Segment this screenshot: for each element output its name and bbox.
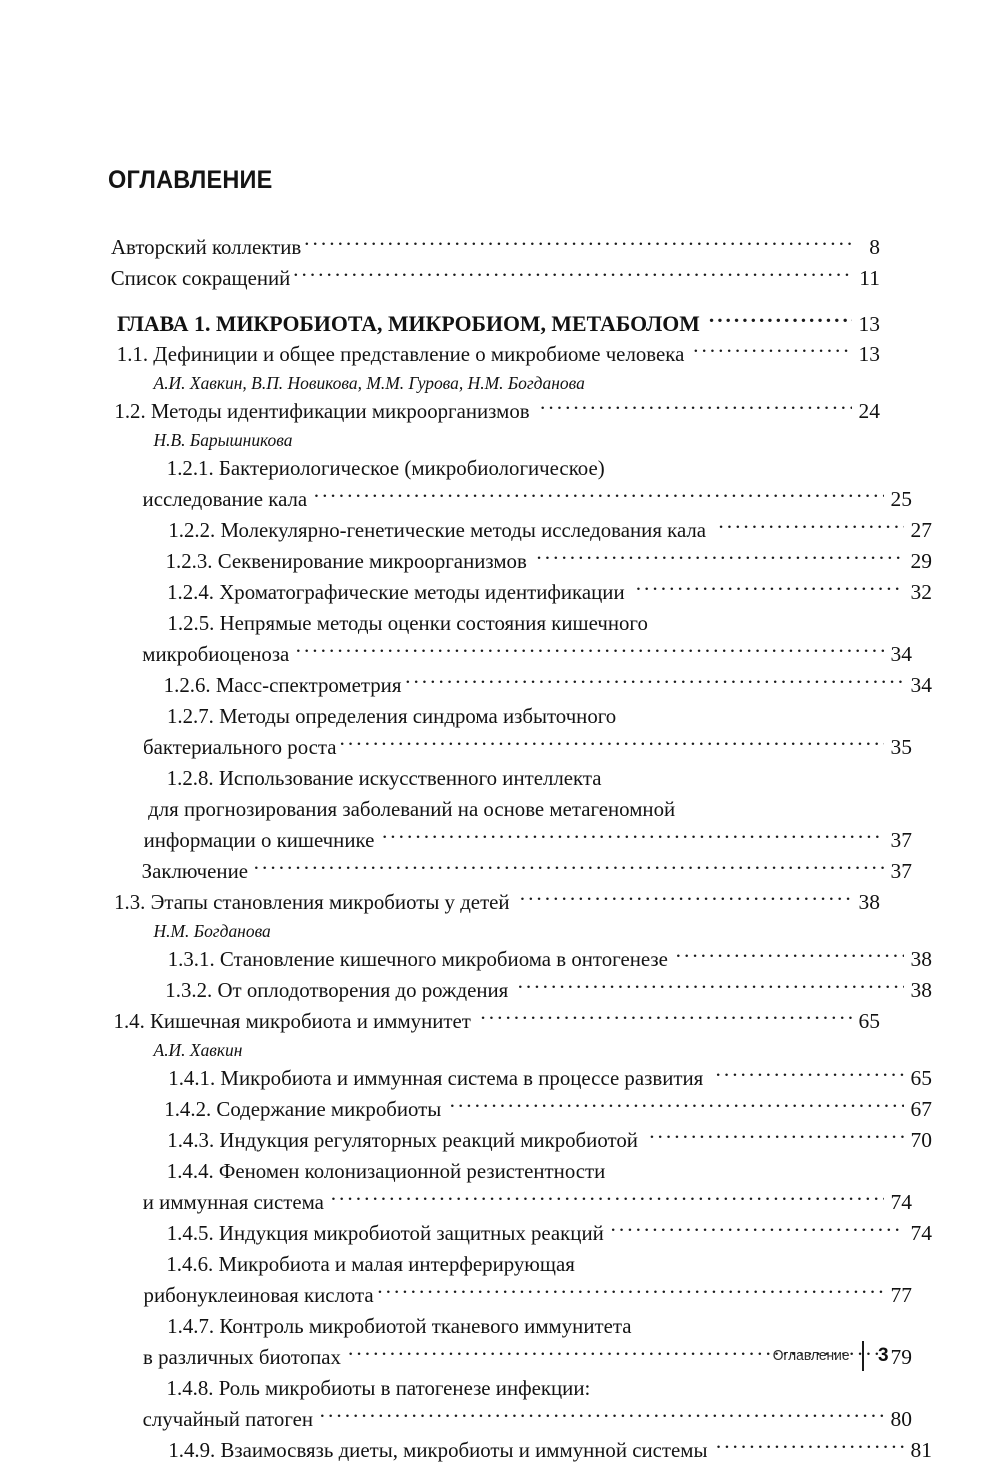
toc-entry-page-number: 8 — [869, 235, 880, 259]
toc-entry-label: 1.4.1. Микробиота и иммунная система в процессе развития — [168, 1066, 704, 1090]
toc-dot-leader — [536, 547, 904, 569]
toc-entry-row[interactable] — [108, 856, 912, 887]
toc-authors-line: А.И. Хавкин — [153, 1040, 243, 1060]
toc-dot-leader — [296, 640, 884, 662]
toc-dot-leader — [649, 1126, 904, 1148]
toc-entry-page-number: 27 — [910, 518, 932, 542]
toc-entry-label: 1.2.5. Непрямые методы оценки состояния кишечного — [167, 611, 648, 635]
toc-entry-page-number: 38 — [858, 890, 880, 914]
toc-entry-page-number: 67 — [910, 1097, 932, 1121]
toc-entry-label: Заключение — [141, 859, 249, 883]
toc-entry-row[interactable] — [108, 1373, 932, 1404]
toc-entry-row[interactable] — [108, 546, 932, 577]
toc-entry-label: бактериального роста — [142, 735, 337, 759]
toc-dot-leader — [601, 1374, 904, 1396]
toc-entry-page-number: 37 — [890, 828, 912, 852]
toc-entry-label: 1.2.2. Молекулярно-генетические методы исследования кала — [168, 518, 707, 542]
toc-entry-row[interactable] — [108, 515, 932, 546]
toc-entry-page-number: 29 — [910, 549, 932, 573]
toc-entry-row[interactable] — [108, 1063, 932, 1094]
toc-entry-row[interactable] — [108, 1404, 912, 1435]
toc-entry-label: 1.4.3. Индукция регуляторных реакций микробиотой — [167, 1128, 638, 1152]
toc-entry-row[interactable] — [108, 263, 880, 294]
toc-dot-leader — [611, 1219, 904, 1241]
toc-dot-leader — [304, 233, 852, 255]
toc-entry-row[interactable] — [108, 763, 932, 794]
toc-entry-row[interactable] — [108, 1249, 932, 1280]
toc-entry-page-number: 11 — [859, 266, 880, 290]
toc-entry-page-number: 81 — [910, 1438, 932, 1462]
toc-entry-row[interactable] — [108, 1280, 912, 1311]
toc-entry-row[interactable] — [108, 1156, 932, 1187]
toc-entry-page-number: 74 — [910, 1221, 932, 1245]
toc-dot-leader — [612, 764, 904, 786]
toc-entry-page-number: 38 — [910, 978, 932, 1002]
toc-entry-label: 1.2. Методы идентификации микроорганизмов — [114, 399, 530, 423]
toc-entry-label: рибонуклеиновая кислота — [143, 1283, 374, 1307]
footer-page-number: 3 — [878, 1345, 889, 1366]
toc-entry-label: случайный патоген — [142, 1407, 314, 1431]
toc-authors-line: Н.М. Богданова — [153, 921, 271, 941]
toc-entry-row[interactable] — [108, 1435, 932, 1466]
toc-entry-label: 1.2.4. Хроматографические методы идентификации — [167, 580, 625, 604]
toc-entry-label: 1.2.6. Масс-спектрометрия — [163, 673, 402, 697]
toc-entry-page-number: 38 — [910, 947, 932, 971]
toc-entry-label: 1.2.1. Бактериологическое (микробиологическое) — [166, 456, 605, 480]
toc-entry-page-number: 65 — [910, 1066, 932, 1090]
toc-dot-leader — [340, 733, 884, 755]
footer-section-name: Оглавление — [772, 1348, 850, 1364]
toc-entry-label: 1.4.7. Контроль микробиотой тканевого иммунитета — [167, 1314, 632, 1338]
toc-dot-leader — [616, 1157, 904, 1179]
toc-entry-label: ГЛАВА 1. МИКРОБИОТА, МИКРОБИОМ, МЕТАБОЛОМ — [117, 311, 700, 336]
toc-entry-page-number: 79 — [890, 1345, 912, 1369]
toc-entry-label: 1.3.2. От оплодотворения до рождения — [165, 978, 509, 1002]
toc-dot-leader — [627, 702, 904, 724]
toc-entry-row[interactable] — [108, 1125, 932, 1156]
toc-dot-leader — [314, 485, 884, 507]
table-of-contents — [108, 232, 932, 1466]
toc-entry-row[interactable] — [108, 453, 932, 484]
toc-dot-leader — [693, 340, 852, 362]
toc-entry-label: 1.4.8. Роль микробиоты в патогенезе инфекции: — [166, 1376, 591, 1400]
toc-dot-leader — [320, 1405, 884, 1427]
toc-entry-page-number: 35 — [890, 735, 912, 759]
toc-entry-page-number: 77 — [890, 1283, 912, 1307]
toc-entry-page-number: 32 — [910, 580, 932, 604]
toc-dot-leader — [716, 1064, 905, 1086]
toc-entry-label: 1.4.2. Содержание микробиоты — [164, 1097, 442, 1121]
toc-entry-label: 1.2.8. Использование искусственного интеллекта — [166, 766, 602, 790]
toc-entry-label: исследование кала — [142, 487, 308, 511]
toc-entry-row[interactable] — [108, 670, 932, 701]
toc-entry-page-number: 24 — [858, 399, 880, 423]
toc-dot-leader — [331, 1188, 884, 1210]
toc-entry-row[interactable] — [108, 232, 880, 263]
toc-entry-label: 1.1. Дефиниции и общее представление о микробиоме человека — [116, 342, 685, 366]
toc-entry-page-number: 70 — [910, 1128, 932, 1152]
toc-entry-label: Авторский коллектив — [110, 235, 302, 259]
toc-entry-row[interactable] — [108, 1311, 932, 1342]
toc-entry-row[interactable] — [108, 396, 880, 427]
toc-dot-leader — [636, 578, 904, 600]
toc-dot-leader — [676, 945, 904, 967]
toc-entry-label: 1.2.7. Методы определения синдрома избыточного — [166, 704, 617, 728]
toc-entry-page-number: 13 — [858, 312, 880, 336]
toc-entry-page-number: 34 — [910, 673, 932, 697]
toc-entry-row[interactable] — [108, 639, 912, 670]
toc-entry-label: и иммунная система — [142, 1190, 324, 1214]
toc-entry-page-number: 25 — [890, 487, 912, 511]
toc-dot-leader — [293, 264, 852, 286]
toc-entry-row[interactable] — [108, 1187, 912, 1218]
toc-entry-label: 1.3.1. Становление кишечного микробиома в онтогенезе — [167, 947, 668, 971]
toc-entry-page-number: 80 — [890, 1407, 912, 1431]
toc-entry-row[interactable] — [108, 975, 932, 1006]
toc-chapter-row[interactable] — [108, 308, 880, 339]
toc-entry-row[interactable] — [108, 825, 912, 856]
toc-dot-leader — [480, 1007, 852, 1029]
toc-entry-label: для прогнозирования заболеваний на основе метагеномной — [148, 797, 676, 821]
page-title: ОГЛАВЛЕНИЕ — [108, 166, 273, 194]
toc-dot-leader — [377, 1281, 884, 1303]
toc-entry-label: 1.3. Этапы становления микробиоты у детей — [114, 890, 510, 914]
toc-entry-row[interactable] — [108, 339, 880, 370]
page-footer — [768, 1341, 890, 1371]
toc-dot-leader — [585, 1250, 904, 1272]
toc-dot-leader — [520, 888, 852, 910]
toc-entry-label: Список сокращений — [110, 266, 291, 290]
toc-entry-label: микробиоценоза — [142, 642, 290, 666]
toc-dot-leader — [643, 1312, 904, 1334]
toc-dot-leader — [709, 309, 852, 332]
toc-entry-label: 1.4.4. Феномен колонизационной резистентности — [166, 1159, 606, 1183]
toc-entry-row[interactable] — [108, 608, 932, 639]
toc-dot-leader — [518, 976, 904, 998]
toc-authors-line: А.И. Хавкин, В.П. Новикова, М.М. Гурова, Н.М. Богданова — [153, 373, 585, 393]
toc-dot-leader — [718, 516, 904, 538]
toc-authors-line: Н.В. Барышникова — [153, 430, 293, 450]
toc-dot-leader — [254, 857, 884, 879]
toc-entry-row[interactable] — [108, 484, 912, 515]
toc-dot-leader — [615, 454, 904, 476]
toc-entry-row[interactable] — [108, 887, 880, 918]
toc-dot-leader — [716, 1436, 904, 1458]
toc-dot-leader — [687, 795, 884, 817]
toc-entry-page-number: 34 — [890, 642, 912, 666]
toc-entry-row[interactable] — [108, 1218, 932, 1249]
toc-entry-page-number: 65 — [858, 1009, 880, 1033]
toc-entry-label: 1.2.3. Секвенирование микроорганизмов — [165, 549, 527, 573]
toc-dot-leader — [405, 671, 904, 693]
toc-entry-row[interactable] — [108, 1094, 932, 1125]
toc-entry-label: 1.4.6. Микробиота и малая интерферирующая — [166, 1252, 575, 1276]
toc-dot-leader — [659, 609, 904, 631]
toc-entry-page-number: 74 — [890, 1190, 912, 1214]
toc-entry-label: информации о кишечнике — [143, 828, 375, 852]
toc-entry-label: в различных биотопах — [143, 1345, 341, 1369]
toc-entry-row[interactable] — [108, 577, 932, 608]
toc-entry-row[interactable] — [108, 1006, 880, 1037]
toc-entry-page-number: 37 — [890, 859, 912, 883]
toc-entry-row[interactable] — [108, 701, 932, 732]
toc-entry-label: 1.4. Кишечная микробиота и иммунитет — [113, 1009, 471, 1033]
toc-dot-leader — [382, 826, 884, 848]
toc-dot-leader — [540, 397, 852, 419]
toc-entry-row[interactable] — [108, 794, 912, 825]
toc-entry-label: 1.4.9. Взаимосвязь диеты, микробиоты и иммунной системы — [168, 1438, 708, 1462]
toc-entry-page-number: 13 — [858, 342, 880, 366]
toc-entry-row[interactable] — [108, 944, 932, 975]
toc-entry-label: 1.4.5. Индукция микробиотой защитных реакций — [166, 1221, 604, 1245]
toc-entry-row[interactable] — [108, 732, 912, 763]
toc-dot-leader — [450, 1095, 904, 1117]
